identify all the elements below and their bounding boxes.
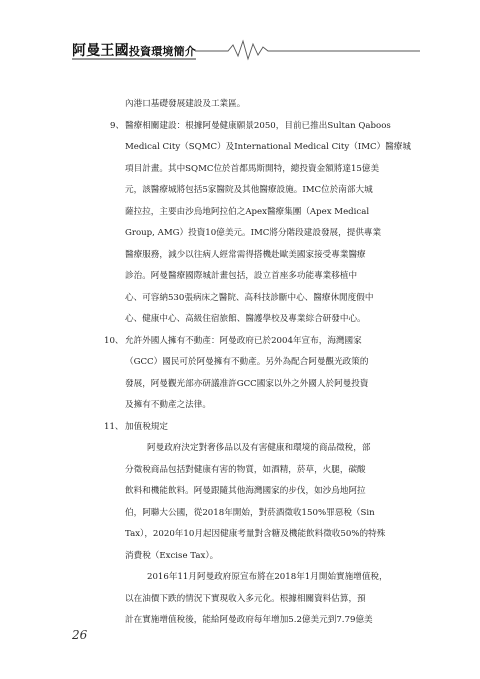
text-line: Medical City（SQMC）及International Medical City（IMC）醫療城 [125,142,411,152]
header-title-sub: 投資環境簡介 [128,45,197,58]
list-item-10 [92,331,424,353]
list-item-11 [92,417,424,439]
text-line: 消費稅（Excise Tax）。 [125,550,219,561]
text-line: 阿曼政府決定對奢侈品以及有害健康和環境的商品徵稅，部 [147,443,371,453]
text-line: 心、健康中心、高級住宿旅館、醫護學校及專業綜合研發中心。 [125,314,366,324]
text-line: 允許外國人擁有不動產：阿曼政府已於2004年宣布，海灣國家 [125,335,362,346]
header-title-main: 阿曼王國 [72,43,129,59]
text-line: 伯，阿聯大公國，從2018年開始，對菸酒徵收150%罪惡稅（Sin [125,507,375,518]
document-body [92,94,424,632]
text-line: 元，該醫療城將包括5家醫院及其他醫療設施。IMC位於南部大城 [125,185,373,195]
text-line: 發展，阿曼觀光部亦研議准許GCC國家以外之外國人於阿曼投資 [125,378,369,389]
text-line: （GCC）國民可於阿曼擁有不動產。另外為配合阿曼觀光政策的 [125,357,369,367]
text-line: 薩拉拉，主要由沙烏地阿拉伯之Apex醫療集團（Apex Medical [125,206,370,217]
text-line: 以在油價下跌的情況下實現收入多元化。根據相關資料估算，預 [125,593,366,604]
page-number: 26 [72,628,88,642]
list-number: 9、 [110,120,125,131]
text-line: 醫療服務，減少以往病人經常需得搭機赴歐美國家接受專業醫療 [125,249,366,260]
page-header [0,38,480,62]
text-line: 計在實施增值稅後，能給阿曼政府每年增加5.2億美元到7.79億美 [125,615,373,625]
header-title [72,40,196,60]
text-line: 2016年11月阿曼政府原宣布將在2018年1月開始實施增值稅， [147,572,388,582]
text-line: Tax），2020年10月起因健康考量對含糖及機能飲料徵收50%的特殊 [125,529,386,539]
text-line: 及擁有不動產之法律。 [125,400,211,410]
text-line: 診治。阿曼醫療國際城計畫包括，設立首座多功能專業移植中 [125,271,358,281]
text-line: 項目計畫。其中SQMC位於首都馬斯開特，總投資金額將達15億美 [125,163,380,174]
list-number: 11、 [104,421,124,432]
text-line: 加值稅規定 [125,421,168,432]
text-line: 心、可容納530張病床之醫院、高科技診斷中心、醫療休閒度假中 [125,292,374,303]
text-line: 醫療相關建設：根據阿曼健康願景2050，目前已推出Sultan Qaboos [125,120,391,131]
list-number: 10、 [104,335,124,346]
text-line: 分徵稅商品包括對健康有害的物質，如酒精，菸草，火腿，碳酸 [125,464,366,475]
text-line: 內港口基礎發展建設及工業區。 [125,99,246,109]
text-line: Group, AMG）投資10億美元。IMC將分階段建設發展，提供專業 [125,228,382,238]
list-item-9 [92,116,424,138]
text-line: 飲料和機能飲料。阿曼跟隨其他海灣國家的步伐，如沙烏地阿拉 [125,486,366,496]
